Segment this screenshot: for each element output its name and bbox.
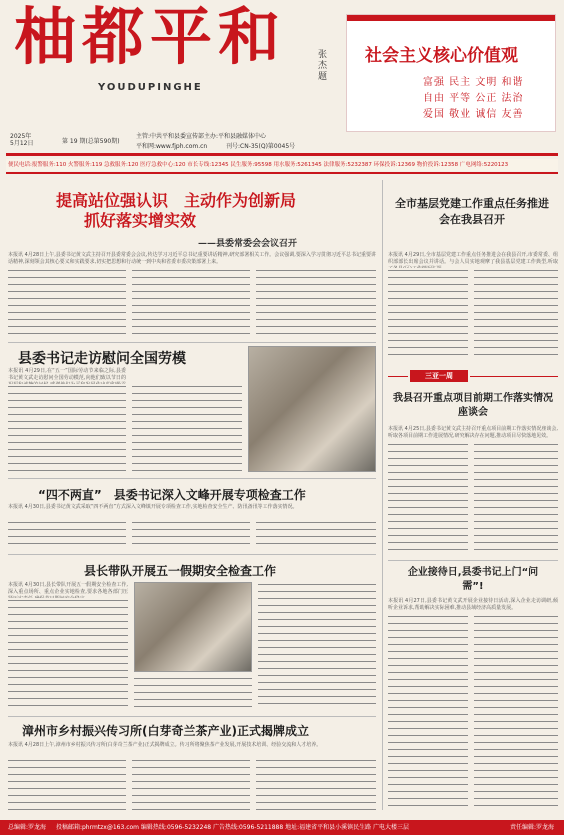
cn-number: 刊号:CN-35(Q)第0045号 [226, 143, 296, 150]
right-article-1-col [388, 268, 468, 356]
main-headline-2: 抓好落实增实效 [84, 211, 197, 230]
website-link[interactable]: 平和网:www.fjph.com.cn [136, 143, 208, 150]
main-byline: ——县委常委会会议召开 [198, 239, 298, 249]
issue-date: 2025年 5月12日 [10, 133, 34, 147]
masthead-title: 柚都平和 [14, 0, 287, 73]
footer-contact: 投稿邮箱:phrmtzx@163.com 编辑热线:0596-5232248 广告热线:0596-5211888 地址:福建省平和县小溪镇民生路 广电大楼三层 [55, 824, 410, 831]
section-divider [8, 478, 376, 479]
slogan-title: 社会主义核心价值观 [365, 46, 518, 66]
article-7-lead: 本报讯 4月28日上午,漳州市乡村振兴传习所(白芽奇兰茶产业)正式揭牌成立。传习所将聚焦茶产业发展,开展技术培训、经验交流和人才培养。 [8, 742, 322, 748]
article-7-col [8, 758, 126, 810]
article-5-col [8, 520, 126, 548]
badge-rule [388, 376, 408, 377]
article-5-lead: 本报讯 4月30日,县委书记黄文武采取“四不两直”方式深入文峰镇开展专项检查工作,实地检查安全生产、防汛备汛等工作落实情况。 [8, 504, 298, 510]
right-article-2-title: 我县召开重点项目前期工作落实情况座谈会 [393, 393, 553, 418]
right-article-2-lead: 本报讯 4月25日,县委书记黄文武主持召开重点项目前期工作落实情况座谈会,听取各项目前期工作进展情况,研究解决存在问题,推动项目尽快落地见效。 [388, 426, 558, 439]
article-6-lead: 本报讯 4月30日,县长带队开展五一假期安全检查工作,深入重点场所、重点企业实地检查,要求各地各部门压 [8, 582, 128, 595]
slogan-line: 富强 民主 文明 和谐 [423, 77, 524, 88]
issue-number: 第 19 期(总第590期) [62, 138, 120, 145]
slogan-bar [347, 15, 555, 21]
hotline-bar: 便民电话:报警服务:110 火警服务:119 急救服务:120 医疗急救中心:120 市长专线:12345 民生服务:95598 用水服务:5261345 法律服务:5232387 环保投诉:12369 物价投诉:12358 广电网络:5220123 [6, 159, 558, 171]
article-6-title: 县长带队开展五一假期安全检查工作 [84, 564, 277, 578]
badge-rule [470, 376, 558, 377]
right-article-1-title: 全市基层党建工作重点任务推进会在我县召开 [395, 197, 549, 226]
right-article-3-lead: 本报讯 4月27日,县委书记黄文武开展企业接待日活动,深入企业走访调研,倾听企业诉求,帮助解决实际困难,推动县域经济高质量发展。 [388, 598, 558, 611]
article-5-title: “四不两直” 县委书记深入文峰开展专项检查工作 [38, 488, 306, 502]
right-article-3-col [474, 614, 558, 810]
article-4-col [8, 384, 126, 472]
section-divider [388, 560, 558, 561]
article-6-photo [134, 582, 252, 672]
section-divider [8, 716, 376, 717]
slogan-box [346, 14, 556, 132]
article-7-col [256, 758, 376, 810]
main-body-lead: 本报讯 4月28日上午,县委书记黄文武主持召开县委常委会会议,传达学习习近平总书记重要讲话精神,研究部署相关工作。会议强调,要深入学习贯彻习近平总书记重要讲话精神,深刻领会其核心要义和实践要求,切实把思想和行动统一到中央和省委市委决策部署上来。 [8, 252, 376, 265]
article-5-col [256, 520, 376, 548]
right-article-3-title: 企业接待日,县委书记上门“问需”! [407, 567, 539, 592]
right-article-1-col [474, 268, 558, 356]
right-article-2-col [474, 442, 558, 552]
masthead-seal: 张杰题 [318, 50, 328, 82]
slogan-line: 爱国 敬业 诚信 友善 [423, 109, 524, 120]
article-6-col [258, 582, 376, 710]
main-body-col [8, 268, 126, 338]
main-headline-1: 提高站位强认识 主动作为创新局 [56, 191, 297, 210]
section-badge: 三亚一周 [410, 370, 468, 382]
right-article-3-col [388, 614, 468, 810]
main-body-col [256, 268, 376, 338]
article-5-col [132, 520, 250, 548]
section-divider [8, 554, 376, 555]
masthead-subtitle: YOUDUPINGHE [98, 82, 203, 93]
sponsor-info: 主管:中共平和县委宣传部主办:平和县融媒体中心 [136, 133, 267, 140]
masthead-rule [6, 153, 558, 156]
footer-editor: 总编辑:罗龙海 [8, 824, 47, 831]
hotline-rule [6, 172, 558, 174]
main-body-col [132, 268, 250, 338]
article-6-col [8, 598, 128, 710]
article-4-lead: 本报讯 4月29日,在“五一”国际劳动节来临之际,县委书记黄文武走访慰问全国劳动模范,向他们致以节日的 [8, 368, 126, 381]
right-article-1-lead: 本报讯 4月29日,全市基层党建工作重点任务推进会在我县召开,市委常委、组织部部长出席会议并讲话。与会人员实地观摩了我县基层党建工作典型,听取 [388, 252, 558, 265]
footer-responsible-editor: 责任编辑:罗龙海 [509, 824, 554, 831]
article-4-col [132, 384, 242, 472]
article-7-title: 漳州市乡村振兴传习所(白芽奇兰茶产业)正式揭牌成立 [22, 724, 309, 738]
article-7-col [132, 758, 250, 810]
article-4-photo [248, 346, 376, 472]
section-divider [8, 342, 376, 343]
column-divider [382, 180, 383, 810]
article-4-title: 县委书记走访慰问全国劳模 [18, 351, 186, 367]
footer-bar [0, 820, 564, 835]
right-article-2-col [388, 442, 468, 552]
slogan-line: 自由 平等 公正 法治 [423, 93, 524, 104]
article-6-col [134, 676, 252, 710]
